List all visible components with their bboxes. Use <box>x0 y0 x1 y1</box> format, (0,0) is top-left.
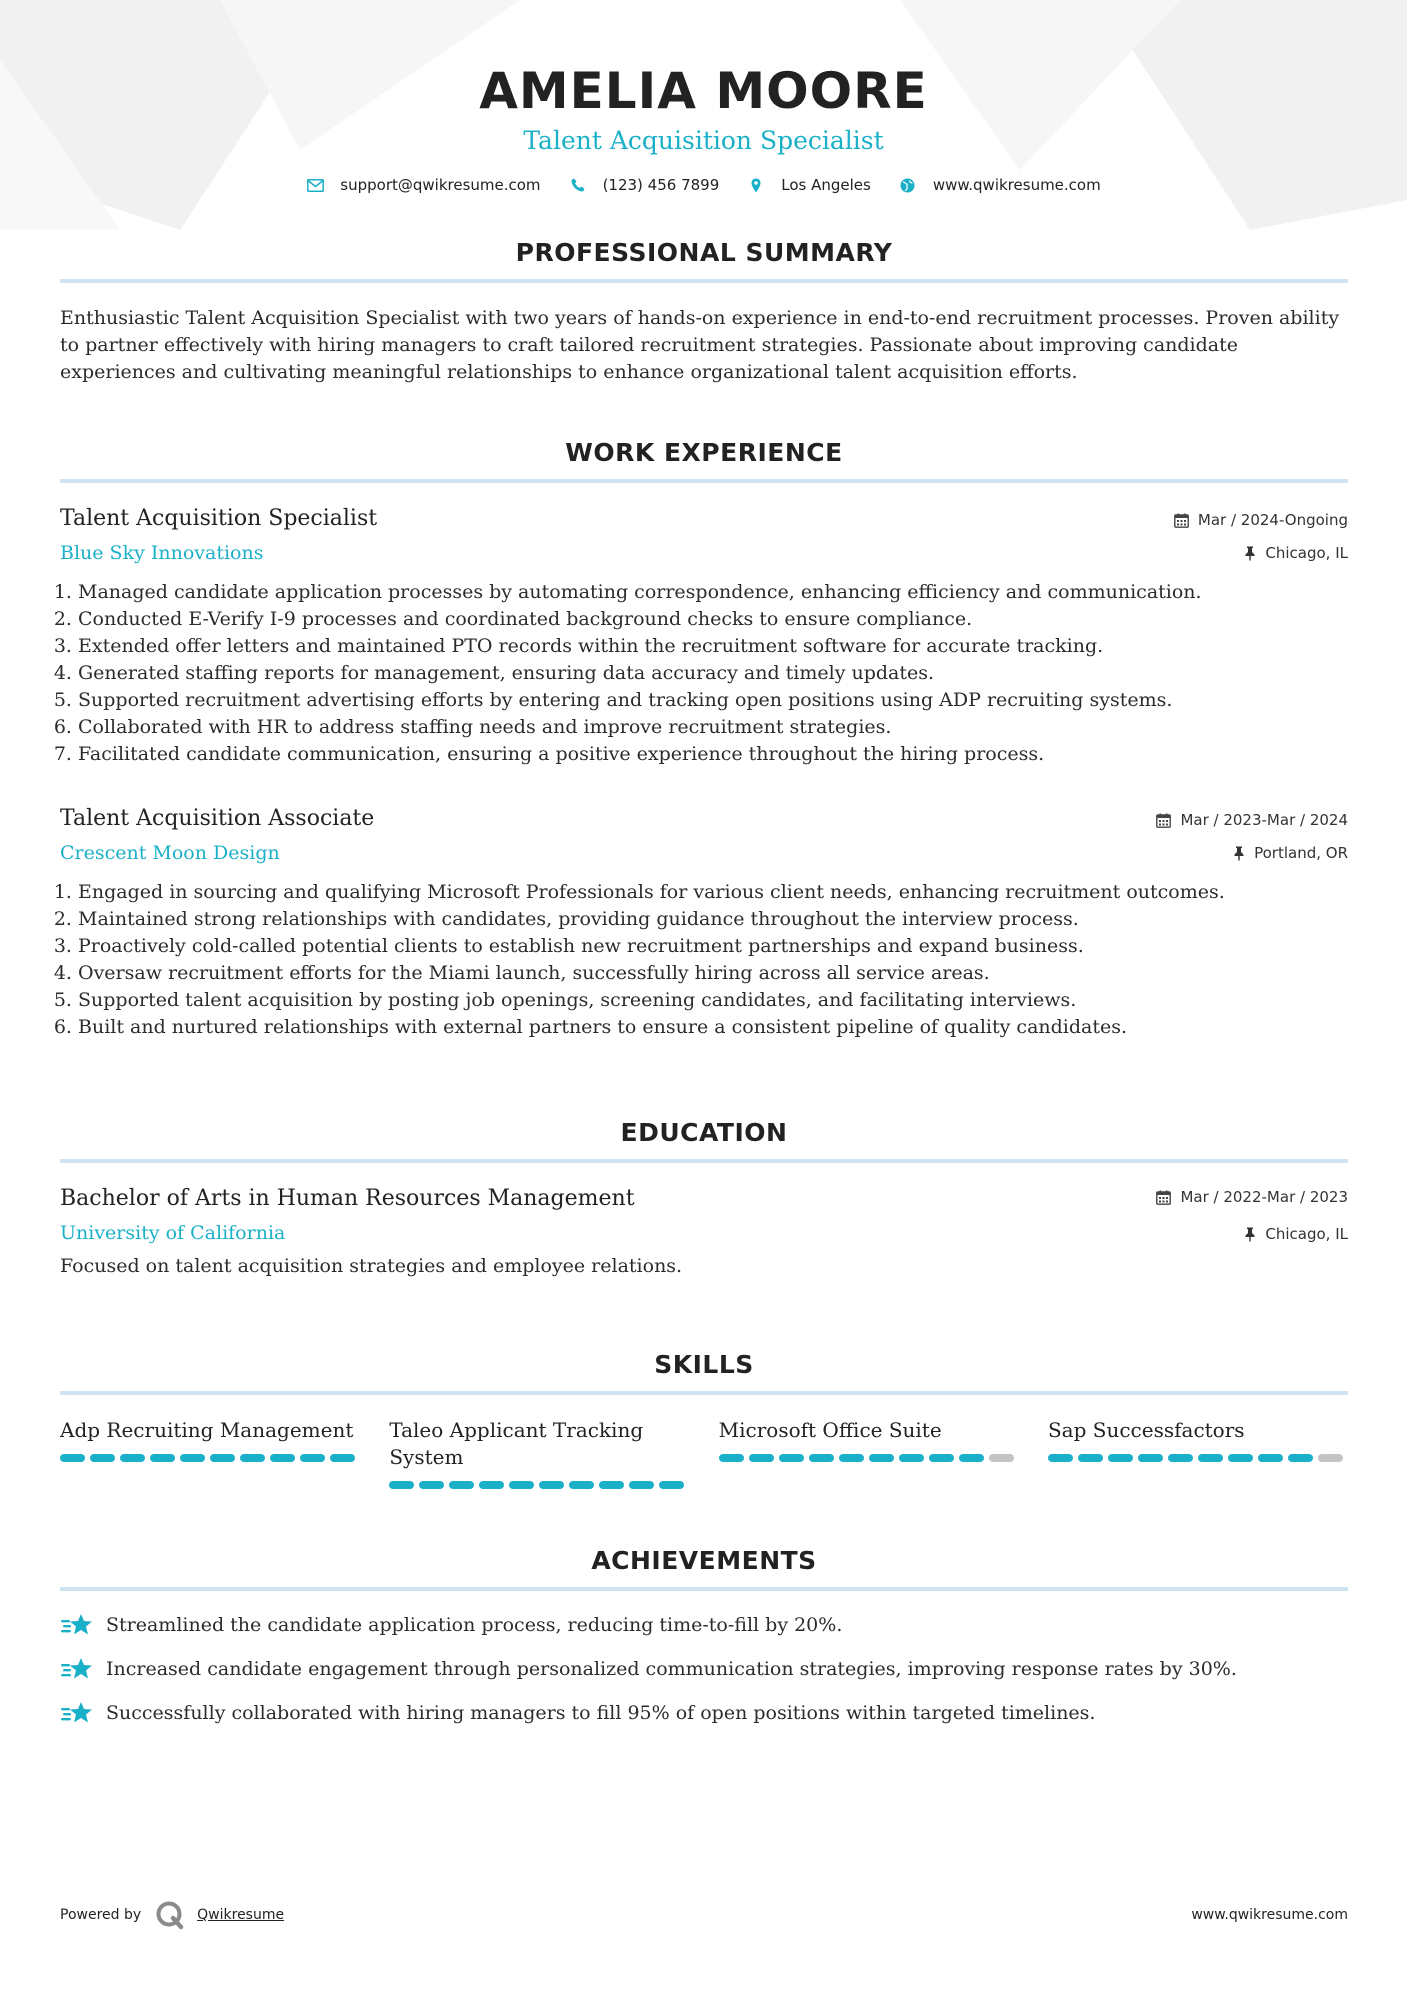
skill-level-segment-filled <box>1258 1454 1283 1462</box>
skill-level-segment-filled <box>120 1454 145 1462</box>
skill-level-segment-filled <box>959 1454 984 1462</box>
skill-level-segment-filled <box>509 1481 534 1489</box>
education-location-text: Chicago, IL <box>1265 1225 1348 1243</box>
education-divider <box>60 1159 1348 1163</box>
job-bullet: 4. Oversaw recruitment efforts for the Miami launch, successfully hiring across all service areas. <box>78 960 1348 987</box>
job-dates-text: Mar / 2023-Mar / 2024 <box>1180 811 1348 829</box>
skill-level-segment-filled <box>1168 1454 1193 1462</box>
experience-section <box>60 438 1348 1041</box>
resume-header <box>0 0 1407 194</box>
achievements-heading: ACHIEVEMENTS <box>591 1546 817 1575</box>
job-company: Blue Sky Innovations <box>60 542 264 564</box>
job-bullet: 1. Managed candidate application processes by automating correspondence, enhancing efficiency and communication. <box>78 579 1348 606</box>
job-bullet: 6. Built and nurtured relationships with external partners to ensure a consistent pipeline of quality candidates. <box>78 1014 1348 1041</box>
skill-item <box>719 1417 1019 1489</box>
job-bullet: 2. Maintained strong relationships with candidates, providing guidance throughout the interview process. <box>78 906 1348 933</box>
pushpin-icon <box>1244 1227 1256 1242</box>
skill-level-segment-filled <box>869 1454 894 1462</box>
calendar-icon <box>1156 1190 1171 1205</box>
skill-level-segment-filled <box>1198 1454 1223 1462</box>
summary-text: Enthusiastic Talent Acquisition Specialist with two years of hands-on experience in end-to-end recruitment processes. Proven ability to partner effectively with hiring managers to craft tailored recruitment strategies. Passionate about improving candidate experiences and cultivating meaningful relationships to enhance organizational talent acquisition efforts. <box>60 307 1340 383</box>
job-dates-text: Mar / 2024-Ongoing <box>1197 511 1348 529</box>
skill-level-segment-filled <box>270 1454 295 1462</box>
achievement-text: Streamlined the candidate application process, reducing time-to-fill by 20%. <box>106 1613 843 1636</box>
job-bullet: 2. Conducted E-Verify I-9 processes and coordinated background checks to ensure compliance. <box>78 606 1348 633</box>
skill-level-segment-filled <box>60 1454 85 1462</box>
skill-level-bar <box>389 1481 689 1489</box>
skill-level-segment-filled <box>1138 1454 1163 1462</box>
summary-heading: PROFESSIONAL SUMMARY <box>515 238 893 267</box>
job-title: Talent Acquisition Specialist <box>60 506 378 531</box>
job-location <box>1233 844 1348 862</box>
skill-name: Microsoft Office Suite <box>718 1418 942 1442</box>
experience-heading: WORK EXPERIENCE <box>565 438 843 467</box>
education-heading: EDUCATION <box>620 1118 788 1147</box>
location-text: Los Angeles <box>781 176 871 194</box>
contact-location <box>747 176 871 194</box>
skills-section <box>60 1350 1348 1489</box>
job-location-text: Portland, OR <box>1254 844 1348 862</box>
shooting-star-icon <box>60 1611 94 1639</box>
website-text: www.qwikresume.com <box>932 176 1101 194</box>
job-title: Talent Acquisition Associate <box>60 806 375 831</box>
skill-name: Adp Recruiting Management <box>60 1418 354 1442</box>
education-dates-text: Mar / 2022-Mar / 2023 <box>1180 1188 1348 1206</box>
skill-level-segment-filled <box>330 1454 355 1462</box>
school-name: University of California <box>60 1222 286 1244</box>
job-dates <box>1156 811 1348 829</box>
skill-level-segment-filled <box>749 1454 774 1462</box>
summary-section <box>60 238 1348 386</box>
envelope-icon <box>306 176 324 194</box>
skill-level-segment-filled <box>599 1481 624 1489</box>
pushpin-icon <box>1233 846 1245 861</box>
skill-level-segment-filled <box>1288 1454 1313 1462</box>
skill-level-segment-filled <box>659 1481 684 1489</box>
skill-level-segment-filled <box>929 1454 954 1462</box>
skill-level-segment-filled <box>839 1454 864 1462</box>
skill-level-segment-filled <box>719 1454 744 1462</box>
qwikresume-link[interactable]: Qwikresume <box>197 1907 285 1923</box>
education-section <box>60 1118 1348 1280</box>
job-dates <box>1174 511 1348 529</box>
candidate-name: AMELIA MOORE <box>479 62 928 120</box>
skill-level-bar <box>719 1454 1019 1462</box>
skill-level-segment-filled <box>1048 1454 1073 1462</box>
achievement-item <box>60 1611 1348 1639</box>
skill-level-segment-filled <box>300 1454 325 1462</box>
map-pin-icon <box>747 176 765 194</box>
skill-level-segment-filled <box>899 1454 924 1462</box>
job-bullet: 5. Supported recruitment advertising efforts by entering and tracking open positions using ADP recruiting systems. <box>78 687 1348 714</box>
skill-level-segment-filled <box>419 1481 444 1489</box>
skill-level-segment-filled <box>210 1454 235 1462</box>
job-location <box>1244 544 1348 562</box>
job-entry <box>60 505 1348 768</box>
skill-level-segment-empty <box>1318 1454 1343 1462</box>
education-entry <box>60 1185 1348 1280</box>
skill-level-segment-filled <box>569 1481 594 1489</box>
education-dates <box>1156 1188 1348 1206</box>
job-bullet: 4. Generated staffing reports for management, ensuring data accuracy and timely updates. <box>78 660 1348 687</box>
calendar-icon <box>1174 513 1189 528</box>
qwikresume-logo-icon <box>155 1900 185 1930</box>
skill-level-segment-filled <box>150 1454 175 1462</box>
skill-level-segment-filled <box>1078 1454 1103 1462</box>
skill-level-segment-filled <box>1108 1454 1133 1462</box>
education-description: Focused on talent acquisition strategies and employee relations. <box>60 1255 683 1277</box>
skills-list <box>60 1417 1348 1489</box>
contact-website[interactable] <box>899 176 1101 194</box>
achievements-divider <box>60 1587 1348 1591</box>
skill-level-segment-filled <box>389 1481 414 1489</box>
contact-bar <box>0 176 1407 194</box>
skill-level-segment-filled <box>240 1454 265 1462</box>
skill-name: Sap Successfactors <box>1047 1418 1245 1442</box>
skill-item <box>389 1417 689 1489</box>
job-bullets <box>60 879 1348 1041</box>
education-location <box>1244 1225 1348 1243</box>
skill-level-bar <box>1048 1454 1348 1462</box>
skill-level-segment-filled <box>539 1481 564 1489</box>
achievement-item <box>60 1655 1348 1683</box>
job-bullet: 5. Supported talent acquisition by posting job openings, screening candidates, and facilitating interviews. <box>78 987 1348 1014</box>
achievement-text: Successfully collaborated with hiring managers to fill 95% of open positions within targeted timelines. <box>106 1701 1096 1724</box>
achievement-item <box>60 1699 1348 1727</box>
skill-level-segment-empty <box>989 1454 1014 1462</box>
footer-website[interactable]: www.qwikresume.com <box>1191 1907 1348 1923</box>
shooting-star-icon <box>60 1699 94 1727</box>
skill-level-bar <box>60 1454 360 1462</box>
skills-heading: SKILLS <box>654 1350 754 1379</box>
skill-level-segment-filled <box>180 1454 205 1462</box>
contact-email[interactable] <box>306 176 540 194</box>
job-bullet: 7. Facilitated candidate communication, ensuring a positive experience throughout the hiring process. <box>78 741 1348 768</box>
email-text: support@qwikresume.com <box>340 176 541 194</box>
job-bullet: 6. Collaborated with HR to address staffing needs and improve recruitment strategies. <box>78 714 1348 741</box>
job-bullet: 3. Extended offer letters and maintained PTO records within the recruitment software for accurate tracking. <box>78 633 1348 660</box>
page-footer <box>60 1900 1348 1930</box>
skills-divider <box>60 1391 1348 1395</box>
job-bullets <box>60 579 1348 768</box>
skill-level-segment-filled <box>809 1454 834 1462</box>
job-location-text: Chicago, IL <box>1265 544 1348 562</box>
skill-level-segment-filled <box>479 1481 504 1489</box>
shooting-star-icon <box>60 1655 94 1683</box>
skill-name: Taleo Applicant Tracking System <box>389 1418 644 1469</box>
skill-item <box>60 1417 360 1489</box>
skill-level-segment-filled <box>779 1454 804 1462</box>
skill-item <box>1048 1417 1348 1489</box>
skill-level-segment-filled <box>1228 1454 1253 1462</box>
contact-phone[interactable] <box>569 176 720 194</box>
job-entry <box>60 805 1348 1041</box>
degree-title: Bachelor of Arts in Human Resources Management <box>60 1186 635 1211</box>
job-bullet: 1. Engaged in sourcing and qualifying Microsoft Professionals for various client needs, enhancing recruitment outcomes. <box>78 879 1348 906</box>
footer-powered-by <box>60 1900 284 1930</box>
job-bullet: 3. Proactively cold-called potential clients to establish new recruitment partnerships and expand business. <box>78 933 1348 960</box>
skill-level-segment-filled <box>90 1454 115 1462</box>
experience-divider <box>60 479 1348 483</box>
achievement-text: Increased candidate engagement through personalized communication strategies, improving response rates by 30%. <box>106 1657 1237 1680</box>
summary-divider <box>60 279 1348 283</box>
achievements-list <box>60 1611 1348 1727</box>
phone-text: (123) 456 7899 <box>602 176 720 194</box>
skill-level-segment-filled <box>629 1481 654 1489</box>
globe-icon <box>899 176 917 194</box>
pushpin-icon <box>1244 546 1256 561</box>
achievements-section <box>60 1546 1348 1727</box>
skill-level-segment-filled <box>449 1481 474 1489</box>
candidate-role: Talent Acquisition Specialist <box>523 126 884 155</box>
powered-by-label: Powered by <box>60 1907 142 1923</box>
job-company: Crescent Moon Design <box>60 842 280 864</box>
calendar-icon <box>1156 813 1171 828</box>
phone-icon <box>569 176 587 194</box>
